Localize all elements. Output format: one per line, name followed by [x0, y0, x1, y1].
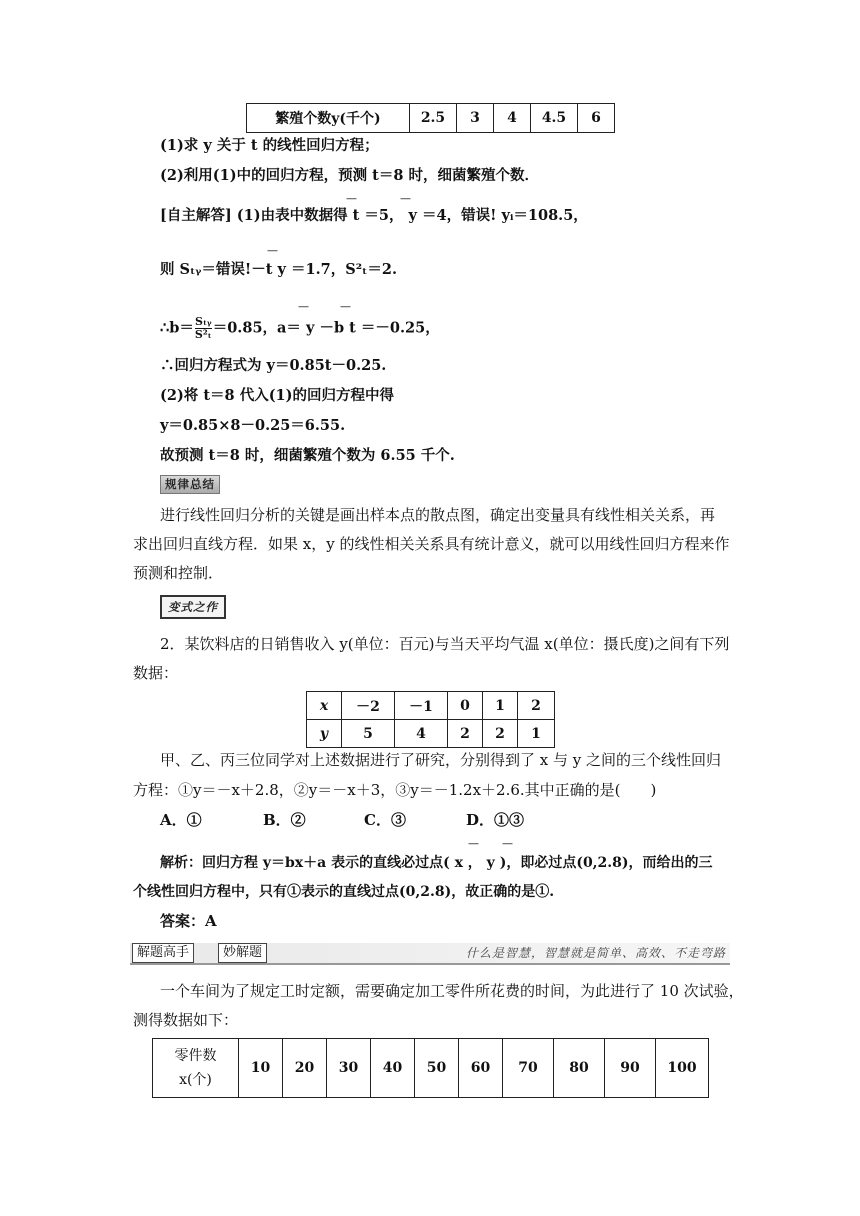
- overbar-mark: —: [298, 300, 309, 313]
- banner-tag-1: 解题高手: [132, 943, 194, 963]
- variant-badge: [160, 595, 226, 619]
- table-cell: 2: [483, 720, 518, 748]
- answer: 答案：A: [160, 912, 217, 930]
- table-cell: 4.5: [531, 104, 578, 133]
- overbar-mark: —: [267, 244, 278, 257]
- table-cell: 70: [503, 1039, 554, 1098]
- table-cell: 40: [371, 1039, 415, 1098]
- problem-3-line-2: 测得数据如下：: [133, 1011, 239, 1029]
- table-cell: x: [307, 692, 342, 720]
- solution-tag: [自主解答]: [160, 207, 232, 224]
- formula-rest: ＝0.85，a＝ y －b t ＝－0.25，: [212, 319, 440, 337]
- overbar-mark: —: [502, 837, 513, 850]
- solution-line-5: (2)将 t＝8 代入(1)的回归方程中得: [160, 387, 395, 404]
- overbar-mark: —: [400, 192, 411, 205]
- temperature-sales-table: [306, 691, 555, 748]
- table-cell: 2: [518, 692, 555, 720]
- rule-text-3: 预测和控制．: [133, 564, 224, 582]
- overbar-mark: —: [468, 837, 479, 850]
- overbar-mark: —: [346, 192, 357, 205]
- table-cell: 5: [342, 720, 395, 748]
- banner-slogan: 什么是智慧，智慧就是简单、高效、不走弯路: [465, 946, 726, 960]
- banner-tag-2: 妙解题: [218, 943, 267, 963]
- fraction-den: S²ₜ: [194, 328, 212, 341]
- rule-text-2: 求出回归直线方程．如果 x，y 的线性相关关系具有统计意义，就可以用线性回归方程来作: [133, 535, 730, 553]
- fraction-num: Sₜᵧ: [195, 315, 212, 328]
- table-cell: 3: [457, 104, 494, 133]
- table-cell: 60: [459, 1039, 503, 1098]
- solution-line-7: 故预测 t＝8 时，细菌繁殖个数为 6.55 千个.: [160, 447, 455, 464]
- table-cell: 2.5: [410, 104, 457, 133]
- question-2: (2)利用(1)中的回归方程，预测 t＝8 时，细菌繁殖个数．: [160, 167, 540, 184]
- table-cell: 1: [483, 692, 518, 720]
- table-cell: 80: [554, 1039, 605, 1098]
- formula-prefix: ∴b＝: [160, 319, 194, 337]
- problem-2-line-3: 甲、乙、丙三位同学对上述数据进行了研究，分别得到了 x 与 y 之间的三个线性回归: [160, 751, 722, 769]
- table-cell: －2: [342, 692, 395, 720]
- table-cell: 100: [656, 1039, 709, 1098]
- solution-line-3: [160, 316, 440, 341]
- fraction: [195, 316, 212, 341]
- table-cell: －1: [395, 692, 448, 720]
- table-cell: 30: [327, 1039, 371, 1098]
- solution-line-4: ∴回归方程式为 y＝0.85t－0.25.: [160, 357, 387, 374]
- problem-2-line-1: 2．某饮料店的日销售收入 y(单位：百元)与当天平均气温 x(单位：摄氏度)之间有下列: [160, 635, 730, 653]
- table-cell: 50: [415, 1039, 459, 1098]
- option-b: B．②: [263, 811, 306, 829]
- table-label-cell: [153, 1039, 239, 1098]
- solution-text: (1)由表中数据得 t ＝5， y ＝4，错误! yᵢ＝108.5，: [236, 207, 588, 224]
- rule-text-1: 进行线性回归分析的关键是画出样本点的散点图，确定出变量具有线性相关关系，再: [160, 506, 716, 524]
- analysis-line-2: 个线性回归方程中，只有①表示的直线过点(0,2.8)，故正确的是①.: [133, 884, 555, 900]
- table-cell: 4: [494, 104, 531, 133]
- option-d: D．①③: [466, 811, 525, 829]
- rule-summary-label: 规律总结: [165, 477, 215, 491]
- question-1: (1)求 y 关于 t 的线性回归方程；: [160, 137, 379, 154]
- variant-label: 变式之作: [168, 600, 218, 614]
- section-banner: [130, 943, 730, 965]
- bacteria-table: [246, 103, 615, 133]
- table-cell: 0: [448, 692, 483, 720]
- option-c: C．③: [364, 811, 406, 829]
- analysis-line-1: 解析：回归方程 y＝bx＋a 表示的直线必过点( x ， y )，即必过点(0,2.8)，而给出的三: [160, 855, 713, 871]
- table-cell: 6: [578, 104, 615, 133]
- table-label-line-2: x(个): [179, 1072, 212, 1088]
- parts-table: [152, 1038, 709, 1098]
- table-cell: 1: [518, 720, 555, 748]
- table-cell: 4: [395, 720, 448, 748]
- overbar-mark: —: [340, 300, 351, 313]
- table-cell: 10: [239, 1039, 283, 1098]
- option-a: A．①: [160, 811, 202, 829]
- problem-2-line-2: 数据：: [133, 664, 179, 682]
- solution-line-1: [160, 206, 588, 226]
- problem-3-line-1: 一个车间为了规定工时定额，需要确定加工零件所花费的时间，为此进行了 10 次试验，: [160, 982, 744, 1000]
- solution-line-2: 则 Sₜᵧ＝错误!－t y ＝1.7，S²ₜ＝2.: [160, 261, 398, 278]
- rule-summary-badge: [160, 475, 220, 494]
- solution-line-6: y＝0.85×8－0.25＝6.55.: [160, 417, 346, 434]
- table-cell: 2: [448, 720, 483, 748]
- problem-2-line-4: 方程：①y＝－x＋2.8，②y＝－x＋3，③y＝－1.2x＋2.6.其中正确的是( ): [133, 781, 657, 799]
- table-cell: 90: [605, 1039, 656, 1098]
- table-cell: 20: [283, 1039, 327, 1098]
- table-cell: y: [307, 720, 342, 748]
- table-label-cell: 繁殖个数y(千个): [247, 104, 410, 133]
- table-label-line-1: 零件数: [174, 1048, 217, 1064]
